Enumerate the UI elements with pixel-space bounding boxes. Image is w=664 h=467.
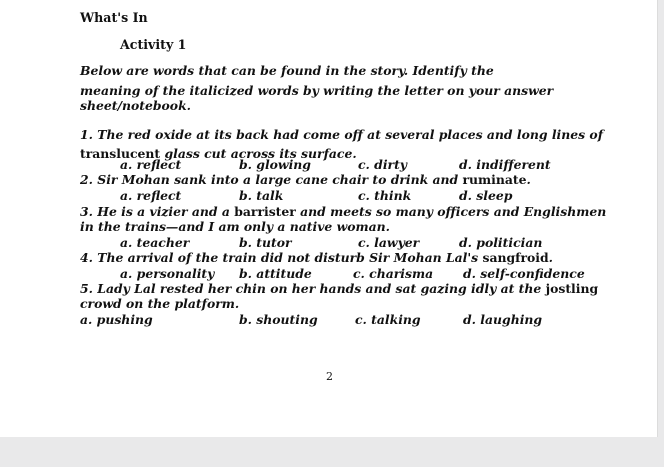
italicized-word: sangfroid bbox=[482, 250, 549, 265]
question-text: 2. Sir Mohan sank into a large cane chair to drink and bbox=[80, 172, 463, 187]
option: b. talk bbox=[239, 188, 284, 203]
option: c. lawyer bbox=[358, 235, 420, 250]
question-text: glass cut across its surface. bbox=[160, 146, 357, 161]
option: a. reflect bbox=[120, 157, 182, 172]
question-text: 1. The red oxide at its back had come off at several places and long lines of bbox=[80, 127, 604, 142]
option: a. pushing bbox=[80, 312, 153, 327]
question-text: . bbox=[526, 172, 531, 187]
italicized-word: barrister bbox=[234, 204, 296, 219]
question-line bbox=[80, 127, 603, 142]
question-text: 4. The arrival of the train did not disturb Sir Mohan Lal's bbox=[80, 250, 483, 265]
question-line bbox=[80, 296, 239, 311]
option: b. glowing bbox=[239, 157, 311, 172]
option: d. politician bbox=[459, 235, 543, 250]
question-line bbox=[80, 204, 606, 219]
option: d. self-confidence bbox=[463, 266, 585, 281]
question-line bbox=[80, 172, 531, 187]
instruction-line: meaning of the italicized words by writing the letter on your answer bbox=[80, 83, 554, 98]
option: a. reflect bbox=[120, 188, 182, 203]
option: d. sleep bbox=[459, 188, 513, 203]
option: c. dirty bbox=[358, 157, 407, 172]
option: a. teacher bbox=[120, 235, 190, 250]
question-text: crowd on the platform. bbox=[80, 296, 240, 311]
question-line bbox=[80, 219, 390, 234]
option: c. think bbox=[358, 188, 412, 203]
italicized-word: translucent bbox=[80, 146, 161, 161]
option: b. attitude bbox=[239, 266, 312, 281]
italicized-word: ruminate bbox=[462, 172, 527, 187]
question-text: 5. Lady Lal rested her chin on her hands and sat gazing idly at the bbox=[80, 281, 546, 296]
question-line bbox=[80, 281, 598, 296]
option: a. personality bbox=[120, 266, 215, 281]
option: c. charisma bbox=[353, 266, 434, 281]
italicized-word: jostling bbox=[545, 281, 599, 296]
page-number: 2 bbox=[326, 370, 333, 383]
question-text: in the trains—and I am only a native woman. bbox=[80, 219, 390, 234]
option: d. laughing bbox=[463, 312, 543, 327]
question-text: . bbox=[548, 250, 553, 265]
option: c. talking bbox=[355, 312, 421, 327]
activity-title: Activity 1 bbox=[120, 37, 187, 52]
option: d. indifferent bbox=[459, 157, 551, 172]
instruction-line: Below are words that can be found in the story. Identify the bbox=[80, 63, 494, 78]
question-text: 3. He is a vizier and a bbox=[80, 204, 235, 219]
instruction-line: sheet/notebook. bbox=[80, 98, 191, 113]
question-line bbox=[80, 250, 553, 265]
option: b. tutor bbox=[239, 235, 292, 250]
option: b. shouting bbox=[239, 312, 318, 327]
question-text: and meets so many officers and Englishmen bbox=[295, 204, 607, 219]
section-title: What's In bbox=[80, 10, 148, 25]
